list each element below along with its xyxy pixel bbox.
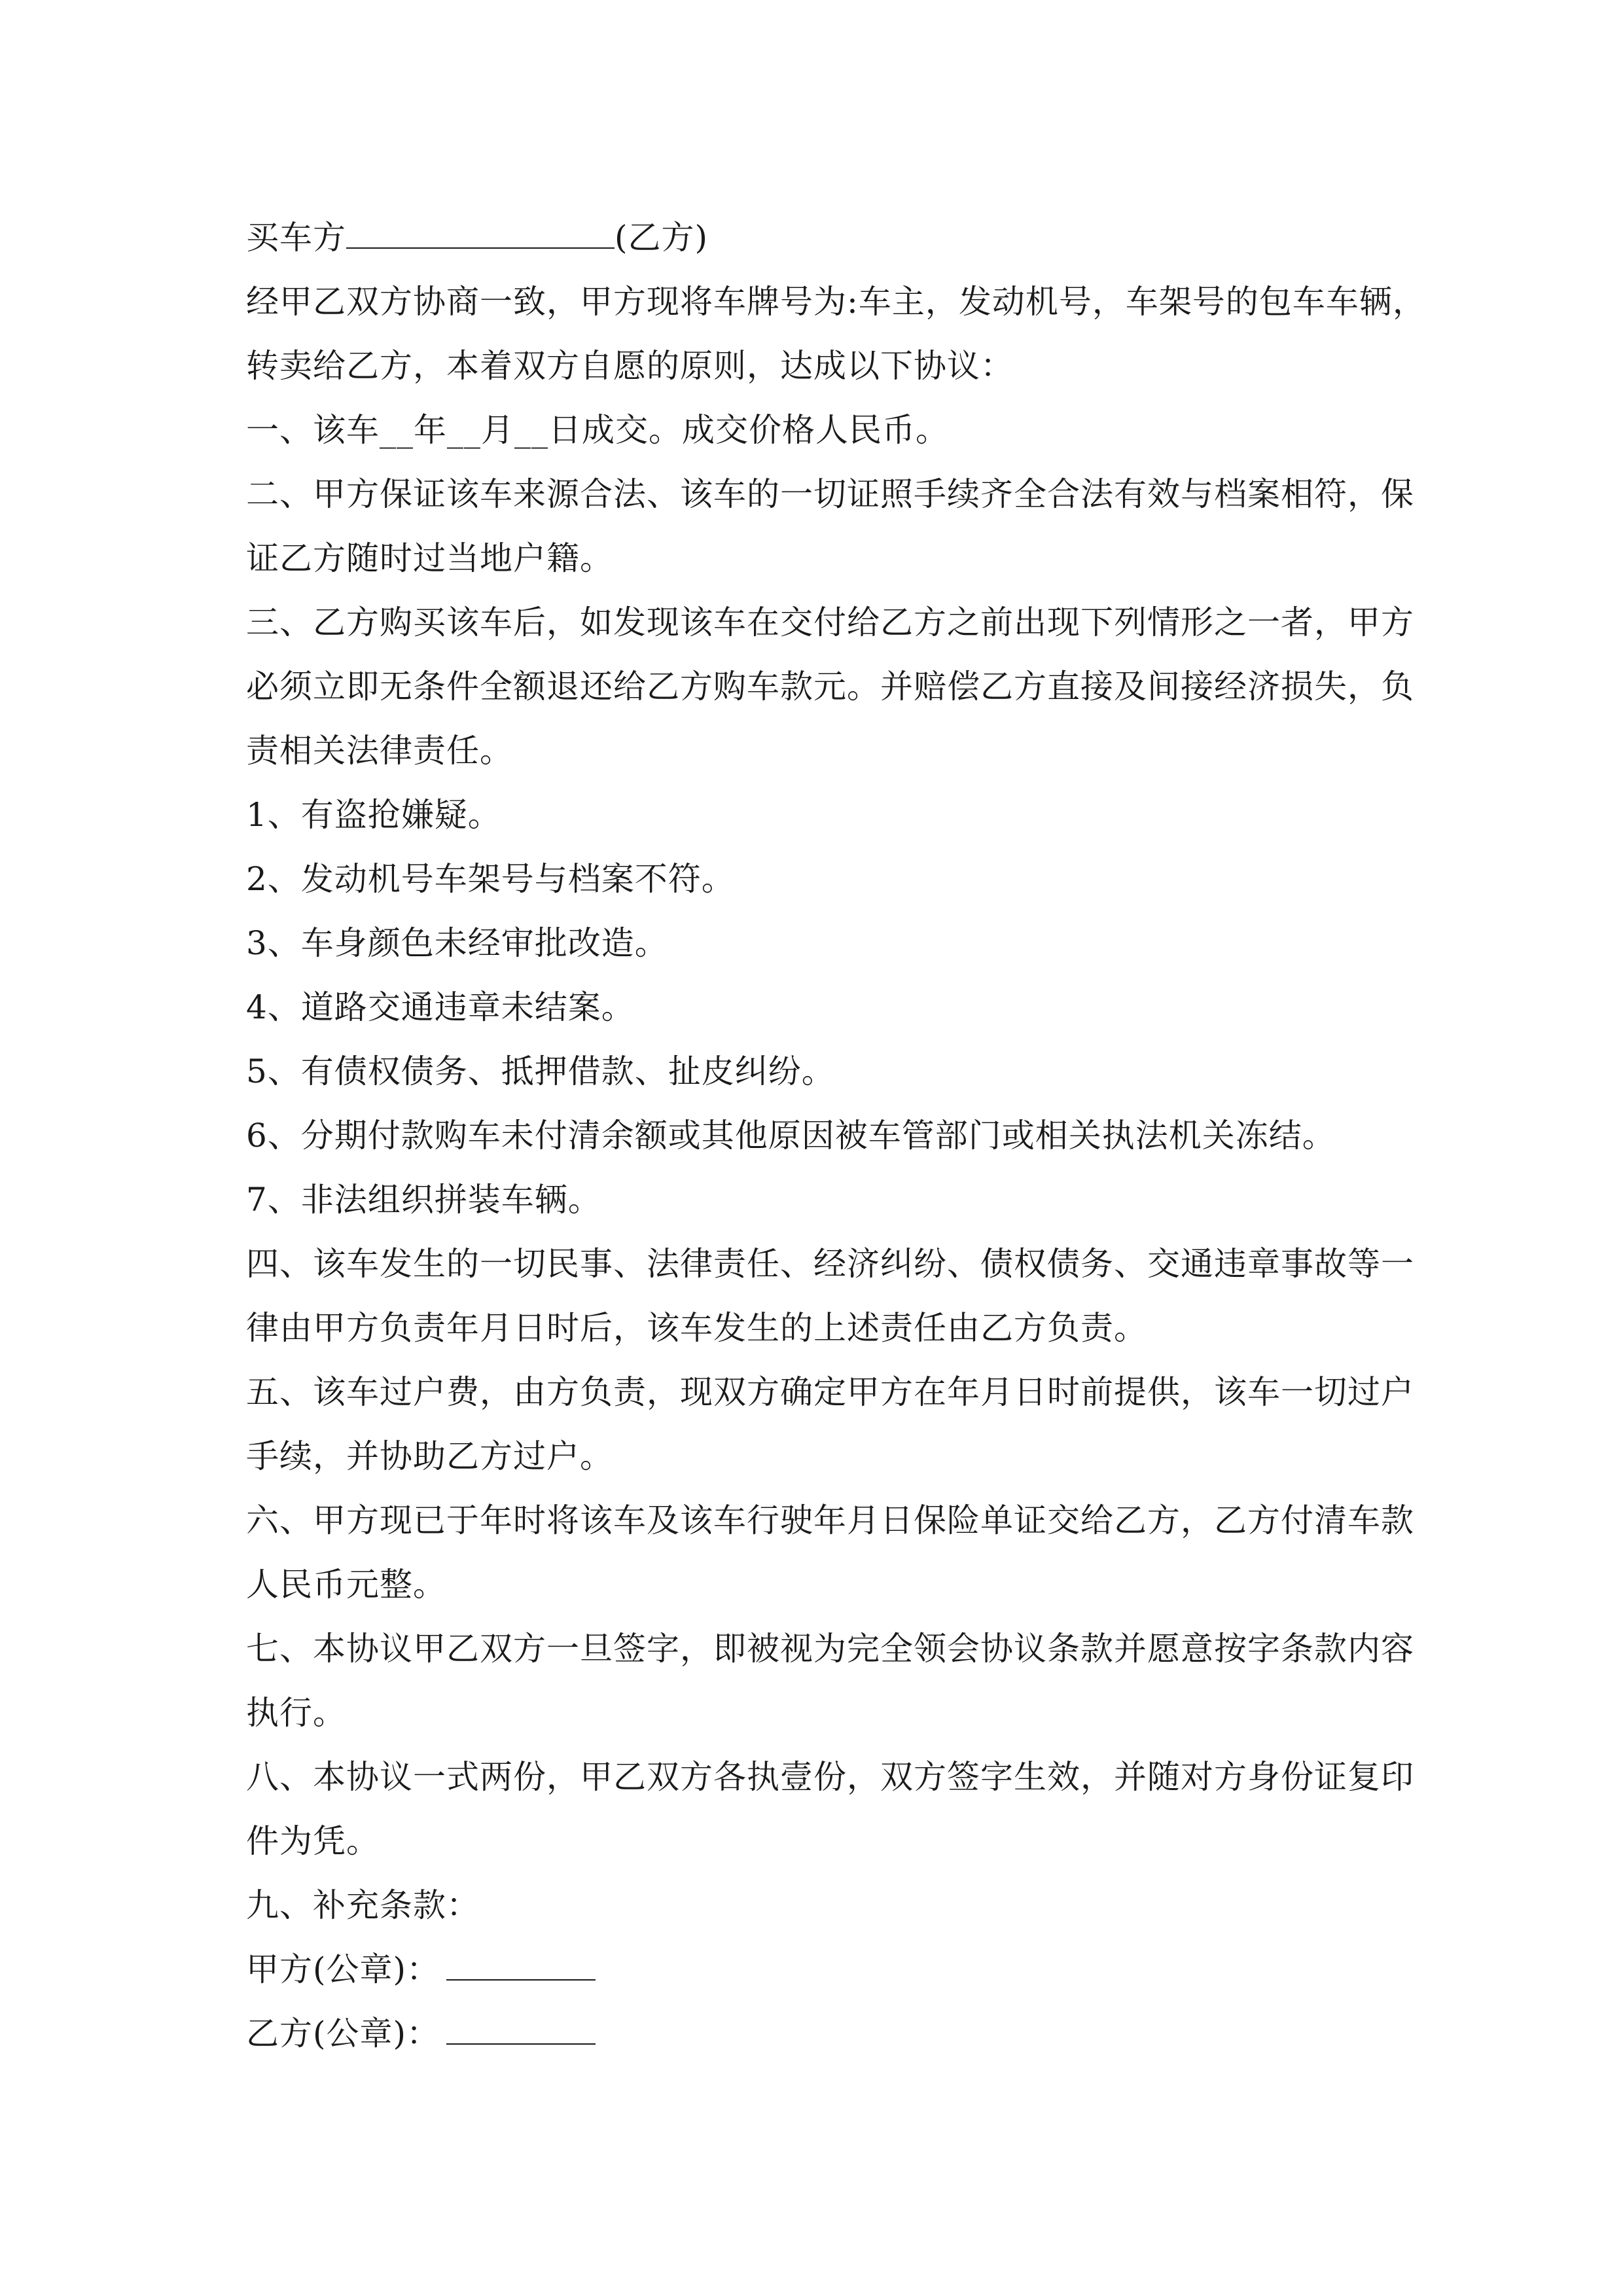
clause-8: 八、本协议一式两份，甲乙双方各执壹份，双方签字生效，并随对方身份证复印 (246, 1758, 1414, 1796)
clause-6: 六、甲方现已于年时将该车及该车行驶年月日保险单证交给乙方，乙方付清车款 (246, 1501, 1414, 1539)
clause-4: 四、该车发生的一切民事、法律责任、经济纠纷、债权债务、交通违章事故等一 (246, 1245, 1414, 1283)
body-line: 律由甲方负责年月日时后，该车发生的上述责任由乙方负责。 (246, 1309, 1147, 1347)
list-item: 5、有债权债务、抵押借款、扯皮纠纷。 (246, 1052, 835, 1090)
buyer-label: 买车方 (246, 219, 346, 257)
list-item: 6、分期付款购车未付清余额或其他原因被车管部门或相关执法机关冻结。 (246, 1117, 1336, 1155)
clause-3: 三、乙方购买该车后，如发现该车在交付给乙方之前出现下列情形之一者，甲方 (246, 603, 1414, 641)
list-item: 2、发动机号车架号与档案不符。 (246, 860, 735, 898)
body-line: 必须立即无条件全额退还给乙方购车款元。并赔偿乙方直接及间接经济损失，负 (246, 668, 1414, 706)
clause-5: 五、该车过户费，由方负责，现双方确定甲方在年月日时前提供，该车一切过户 (246, 1373, 1414, 1411)
body-line: 件为凭。 (246, 1822, 380, 1860)
signature-blank (446, 2003, 596, 2045)
signature-label: 甲方(公章)： (246, 1950, 440, 1988)
list-item: 4、道路交通违章未结案。 (246, 988, 635, 1026)
buyer-name-blank (346, 207, 615, 249)
signature-label: 乙方(公章)： (246, 2015, 440, 2053)
body-line: 执行。 (246, 1694, 346, 1732)
list-item: 3、车身颜色未经审批改造。 (246, 924, 668, 962)
buyer-line (246, 206, 1424, 270)
signature-line-party-a (246, 1937, 1424, 2001)
clause-7: 七、本协议甲乙双方一旦签字，即被视为完全领会协议条款并愿意按字条款内容 (246, 1630, 1414, 1668)
list-item: 1、有盗抢嫌疑。 (246, 796, 501, 834)
clause-1: 一、该车__年__月__日成交。成交价格人民币。 (246, 411, 949, 449)
body-line: 人民币元整。 (246, 1566, 446, 1604)
body-line: 经甲乙双方协商一致，甲方现将车牌号为:车主，发动机号，车架号的包车车辆， (246, 283, 1426, 321)
body-line: 转卖给乙方，本着双方自愿的原则，达成以下协议： (246, 347, 1014, 385)
signature-blank (446, 1939, 596, 1981)
body-line: 责相关法律责任。 (246, 732, 513, 770)
body-line: 手续，并协助乙方过户。 (246, 1437, 613, 1475)
clause-9: 九、补充条款： (246, 1886, 480, 1924)
signature-line-party-b (246, 2001, 1424, 2066)
contract-body (246, 206, 1424, 2066)
clause-2: 二、甲方保证该车来源合法、该车的一切证照手续齐全合法有效与档案相符，保 (246, 475, 1414, 513)
buyer-suffix: (乙方) (615, 219, 709, 257)
list-item: 7、非法组织拼装车辆。 (246, 1181, 601, 1219)
body-line: 证乙方随时过当地户籍。 (246, 539, 613, 577)
